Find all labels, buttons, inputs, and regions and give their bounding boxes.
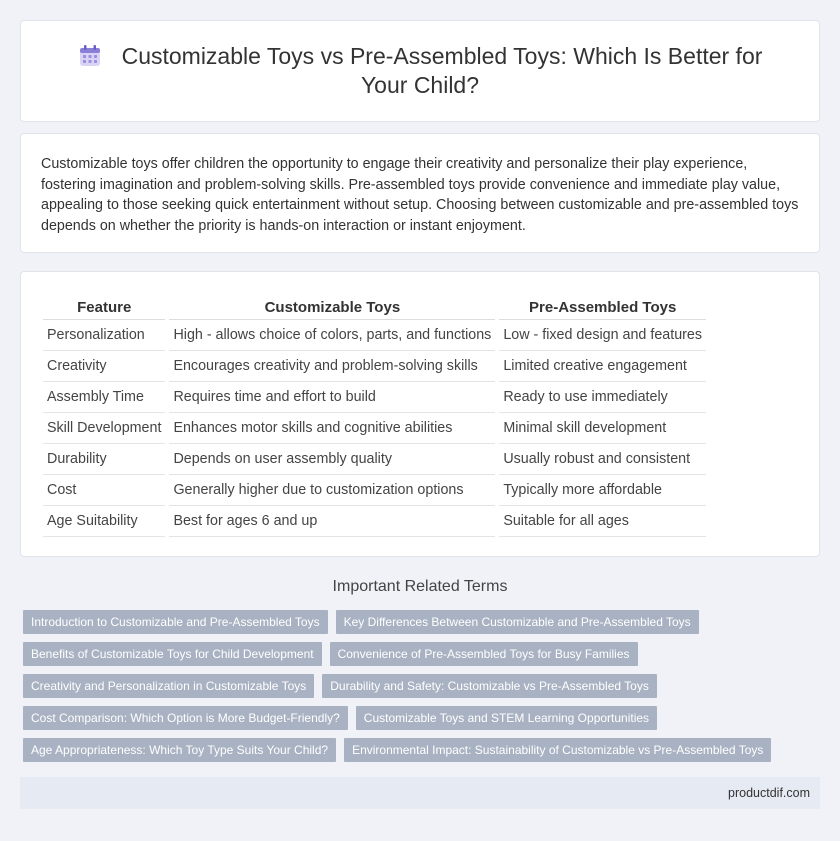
- table-cell: Requires time and effort to build: [169, 382, 495, 413]
- header-card: [20, 20, 820, 122]
- table-cell: Creativity: [43, 351, 165, 382]
- intro-text: Customizable toys offer children the opportunity to engage their creativity and personalize their play experience, fostering imagination and problem-solving skills. Pre-assembled toys provide convenience and immediate play value, appealing to those seeking quick entertainment without setup. Choosing between customizable and pre-assembled toys depends on whether the priority is hands-on interaction or instant enjoyment.: [41, 156, 799, 234]
- calendar-icon: [78, 45, 102, 67]
- tag-row: [23, 738, 823, 762]
- table-cell: High - allows choice of colors, parts, and functions: [169, 320, 495, 351]
- table-row: [43, 320, 706, 351]
- related-term-tag[interactable]: Age Appropriateness: Which Toy Type Suits Your Child?: [23, 738, 336, 762]
- table-cell: Suitable for all ages: [499, 506, 706, 537]
- related-terms-list: [23, 610, 823, 770]
- table-cell: Depends on user assembly quality: [169, 444, 495, 475]
- related-term-tag[interactable]: Durability and Safety: Customizable vs Pre-Assembled Toys: [322, 674, 657, 698]
- tag-row: [23, 642, 823, 666]
- related-term-tag[interactable]: Environmental Impact: Sustainability of Customizable vs Pre-Assembled Toys: [344, 738, 771, 762]
- table-row: [43, 413, 706, 444]
- footer: [20, 777, 820, 809]
- table-header: Customizable Toys: [169, 296, 495, 320]
- table-cell: Cost: [43, 475, 165, 506]
- table-header-row: [43, 296, 706, 320]
- table-cell: Encourages creativity and problem-solving skills: [169, 351, 495, 382]
- table-cell: Enhances motor skills and cognitive abilities: [169, 413, 495, 444]
- table-header: Pre-Assembled Toys: [499, 296, 706, 320]
- table-cell: Durability: [43, 444, 165, 475]
- tag-row: [23, 706, 823, 730]
- header: [70, 42, 770, 100]
- tag-row: [23, 610, 823, 634]
- table-row: [43, 351, 706, 382]
- comparison-table: [39, 296, 710, 537]
- related-term-tag[interactable]: Benefits of Customizable Toys for Child Development: [23, 642, 322, 666]
- tag-row: [23, 674, 823, 698]
- page-title: [70, 42, 770, 100]
- table-row: [43, 444, 706, 475]
- table-cell: Generally higher due to customization options: [169, 475, 495, 506]
- table-row: [43, 382, 706, 413]
- table-cell: Assembly Time: [43, 382, 165, 413]
- table-cell: Limited creative engagement: [499, 351, 706, 382]
- table-row: [43, 475, 706, 506]
- related-term-tag[interactable]: Convenience of Pre-Assembled Toys for Busy Families: [330, 642, 638, 666]
- related-term-tag[interactable]: Cost Comparison: Which Option is More Budget-Friendly?: [23, 706, 348, 730]
- comparison-table-card: [20, 271, 820, 557]
- title-text: Customizable Toys vs Pre-Assembled Toys: Which Is Better for Your Child?: [121, 43, 763, 98]
- related-term-tag[interactable]: Introduction to Customizable and Pre-Assembled Toys: [23, 610, 328, 634]
- table-cell: Typically more affordable: [499, 475, 706, 506]
- table-cell: Skill Development: [43, 413, 165, 444]
- intro-card: [20, 133, 820, 253]
- related-term-tag[interactable]: Customizable Toys and STEM Learning Opportunities: [356, 706, 657, 730]
- table-cell: Personalization: [43, 320, 165, 351]
- table-header: Feature: [43, 296, 165, 320]
- table-cell: Age Suitability: [43, 506, 165, 537]
- table-row: [43, 506, 706, 537]
- related-term-tag[interactable]: Creativity and Personalization in Customizable Toys: [23, 674, 314, 698]
- table-cell: Ready to use immediately: [499, 382, 706, 413]
- table-cell: Best for ages 6 and up: [169, 506, 495, 537]
- related-term-tag[interactable]: Key Differences Between Customizable and Pre-Assembled Toys: [336, 610, 699, 634]
- related-terms-title: Important Related Terms: [332, 578, 508, 595]
- table-cell: Low - fixed design and features: [499, 320, 706, 351]
- table-cell: Minimal skill development: [499, 413, 706, 444]
- table-cell: Usually robust and consistent: [499, 444, 706, 475]
- footer-site[interactable]: productdif.com: [728, 786, 810, 800]
